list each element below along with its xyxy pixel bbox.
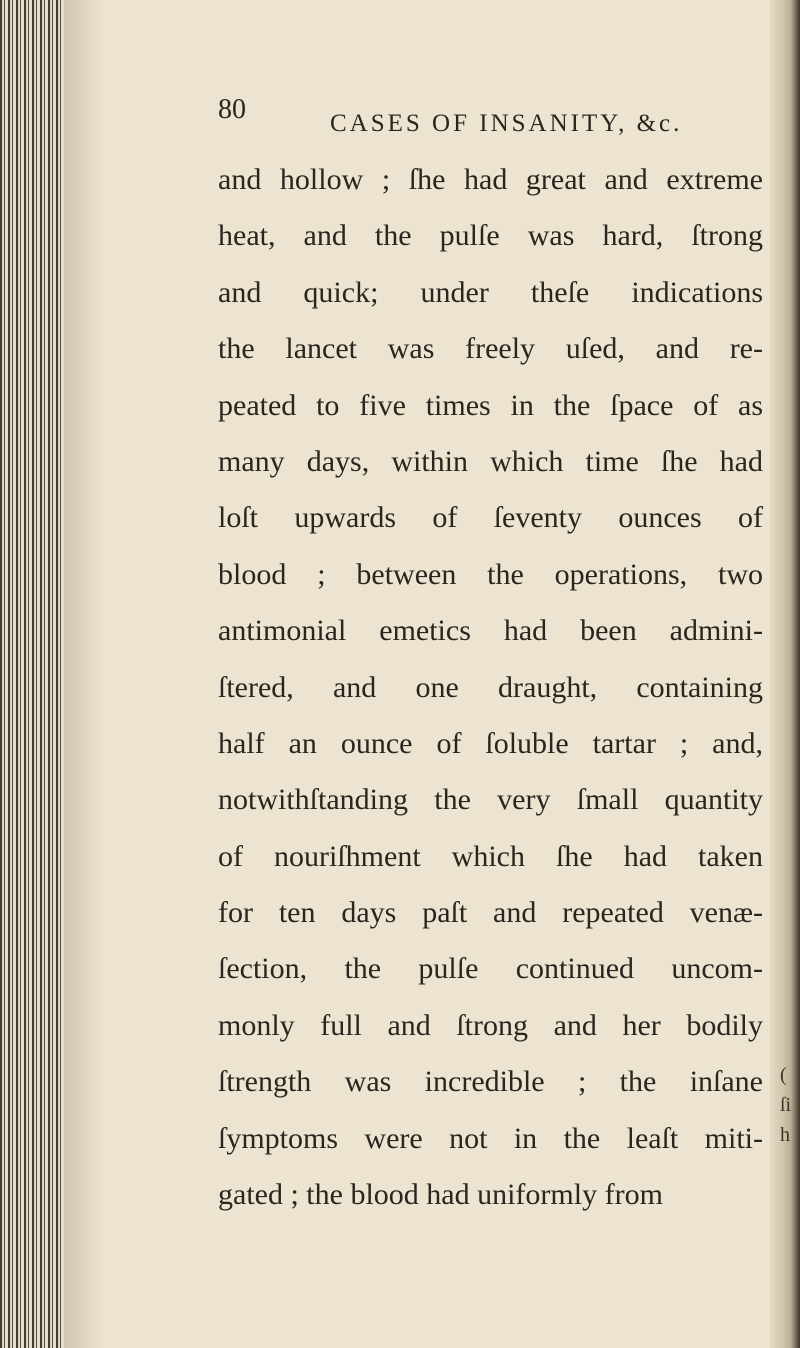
gutter-shadow bbox=[64, 0, 104, 1348]
text-line: blood ; between the operations, two bbox=[218, 557, 763, 591]
book-gutter-edge bbox=[0, 0, 64, 1348]
edge-mark: h bbox=[780, 1124, 790, 1146]
text-line: and hollow ; ſhe had great and extreme bbox=[218, 163, 763, 196]
running-head-suffix: &c. bbox=[636, 110, 683, 137]
text-line: ſection, the pulſe continued uncom- bbox=[218, 952, 763, 986]
text-line: half an ounce of ſoluble tartar ; and, bbox=[218, 726, 763, 760]
facing-page-edge bbox=[770, 0, 800, 1348]
running-head bbox=[330, 110, 682, 138]
text-line: the lancet was freely uſed, and re- bbox=[218, 332, 763, 366]
page-number: 80 bbox=[218, 94, 246, 125]
text-line: monly full and ſtrong and her bodily bbox=[218, 1008, 763, 1042]
text-line: heat, and the pulſe was hard, ſtrong bbox=[218, 219, 763, 253]
facing-page-marks bbox=[780, 1060, 791, 1150]
page-header bbox=[218, 92, 763, 152]
text-line: ſymptoms were not in the leaſt miti- bbox=[218, 1121, 763, 1155]
body-text bbox=[218, 152, 763, 1223]
text-line: gated ; the blood had uniformly from bbox=[218, 1178, 663, 1212]
text-line: loſt upwards of ſeventy ounces of bbox=[218, 501, 763, 535]
text-line: of nouriſhment which ſhe had taken bbox=[218, 839, 763, 873]
text-line: ſtrength was incredible ; the inſane bbox=[218, 1065, 763, 1099]
text-line: many days, within which time ſhe had bbox=[218, 444, 763, 478]
text-line: ſtered, and one draught, containing bbox=[218, 670, 763, 704]
book-page bbox=[218, 92, 763, 1223]
text-line: for ten days paſt and repeated venæ- bbox=[218, 896, 763, 930]
text-line: and quick; under theſe indications bbox=[218, 275, 763, 309]
edge-mark: ſi bbox=[780, 1094, 792, 1116]
edge-mark: ( bbox=[780, 1064, 787, 1086]
text-line: peated to five times in the ſpace of as bbox=[218, 388, 763, 422]
running-head-title: CASES OF INSANITY, bbox=[330, 110, 628, 137]
text-line: notwithſtanding the very ſmall quantity bbox=[218, 783, 763, 817]
text-line: antimonial emetics had been admini- bbox=[218, 614, 763, 648]
